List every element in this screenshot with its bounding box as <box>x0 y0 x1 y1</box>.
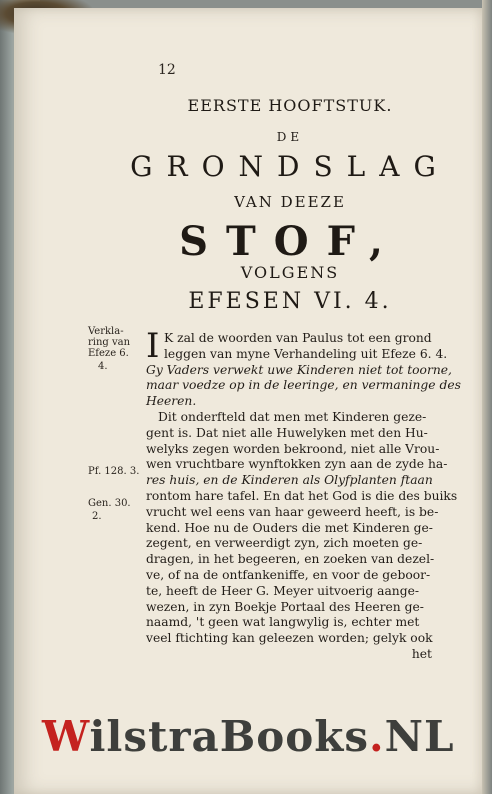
text-line: gent is. Dat niet alle Huwelyken met den Hu- <box>146 425 428 440</box>
margin-note: Pf. 128. 3. <box>88 466 140 477</box>
margin-note: ring van <box>88 337 131 348</box>
heading-de: DE <box>276 130 304 144</box>
heading-stof: STOF, <box>179 218 401 265</box>
text-line: Dit onderfteld dat men met Kinderen geze- <box>158 409 427 424</box>
text-line: het <box>411 646 432 661</box>
chapter-heading: EERSTE HOOFTSTUK. <box>187 96 393 115</box>
watermark-logo <box>42 712 455 761</box>
margin-note: Gen. 30. <box>88 498 131 509</box>
heading-volgens: VOLGENS <box>240 263 340 282</box>
text-line: naamd, 't geen wat langwylig is, echter met <box>146 615 420 630</box>
text-line: ve, of na de ontfankeniffe, en voor de geboor- <box>146 567 431 582</box>
margin-note: 4. <box>98 361 108 372</box>
text-line: Heeren. <box>146 394 197 409</box>
text-line: zegent, en verweerdigt zyn, zich moeten ge- <box>146 536 423 551</box>
margin-note: 2. <box>92 511 102 522</box>
margin-note: Verkla- <box>88 326 124 337</box>
text-line: dragen, in het begeeren, en zoeken van dezel- <box>146 552 435 567</box>
text-line: Gy Vaders verwekt uwe Kinderen niet tot toorne, <box>146 362 452 377</box>
watermark-suffix: NL <box>384 712 455 761</box>
text-line: wen vruchtbare wynftokken zyn aan de zyde ha- <box>146 457 448 472</box>
text-line: te, heeft de Heer G. Meyer uitvoerig aange- <box>146 583 420 598</box>
text-line: welyks zegen worden bekroond, niet alle Vrou- <box>146 441 440 456</box>
page-number: 12 <box>158 62 176 78</box>
drop-cap: I <box>146 326 160 366</box>
text-line: rontom hare tafel. En dat het God is die des buiks <box>146 488 458 503</box>
text-line: res huis, en de Kinderen als Olyfplanten ftaan <box>146 473 433 488</box>
heading-efesen: EFESEN VI. 4. <box>188 289 392 314</box>
text-line: wezen, in zyn Boekje Portaal des Heeren ge- <box>146 599 424 614</box>
text-line: K zal de woorden van Paulus tot een grond <box>164 331 432 345</box>
watermark-middle: ilstraBooks <box>89 712 370 761</box>
body-text <box>146 326 461 663</box>
text-line: leggen van myne Verhandeling uit Efeze 6. 4. <box>164 346 448 361</box>
heading-grondslag: GRONDSLAG <box>130 150 450 183</box>
watermark-w: W <box>42 712 90 761</box>
margin-note: Efeze 6. <box>88 348 129 359</box>
heading-van-deeze: VAN DEEZE <box>234 193 346 211</box>
text-line: vrucht wel eens van haar geweerd heeft, is be- <box>146 504 439 519</box>
text-line: kend. Hoe nu de Ouders die met Kinderen ge- <box>146 520 433 535</box>
text-line: veel ftichting kan geleezen worden; gelyk ook <box>146 631 433 646</box>
text-line: maar voedze op in de leeringe, en vermaninge des <box>146 378 461 393</box>
page-edge <box>482 0 492 794</box>
watermark-dot: . <box>369 712 385 761</box>
